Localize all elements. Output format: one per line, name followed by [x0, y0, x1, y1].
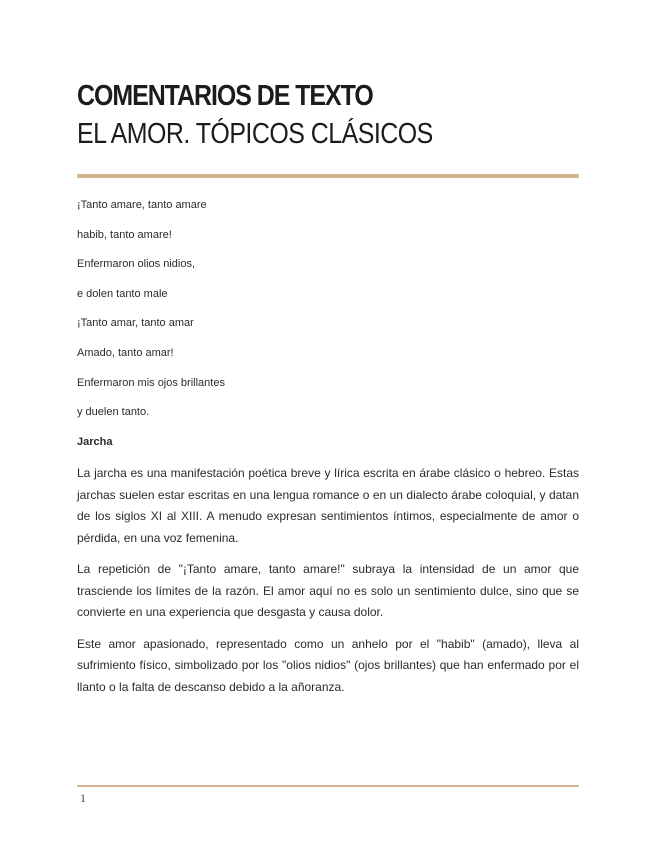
poem-caption: Jarcha — [77, 436, 113, 448]
poem-line: e dolen tanto male — [77, 287, 168, 300]
document-title: COMENTARIOS DE TEXTO — [77, 80, 373, 112]
document-subtitle: EL AMOR. TÓPICOS CLÁSICOS — [77, 118, 433, 150]
poem-line: Enfermaron olios nidios, — [77, 258, 196, 271]
footer-divider — [77, 785, 579, 787]
commentary-paragraph: La repetición de "¡Tanto amare, tanto amare!" subraya la intensidad de un amor que trasciende los límites de la razón. El amor aquí no es solo un sentimiento dulce, sino que se convierte en una experiencia que desgasta y causa dolor. — [77, 562, 579, 619]
poem-line: Enfermaron mis ojos brillantes — [77, 376, 225, 389]
poem-line: ¡Tanto amar, tanto amar — [77, 317, 194, 330]
poem-block — [77, 198, 225, 435]
page-number: 1 — [80, 791, 86, 805]
poem-line: y duelen tanto. — [77, 406, 150, 419]
poem-line: ¡Tanto amare, tanto amare — [77, 199, 207, 211]
commentary-paragraph: Este amor apasionado, representado como un anhelo por el "habib" (amado), lleva al sufrimiento físico, simbolizado por los "olios nidios" (ojos brillantes) que han enfermado por el llanto o la falta de descanso debido a la añoranza. — [77, 636, 579, 694]
poem-line: Amado, tanto amar! — [77, 346, 174, 359]
poem-line: habib, tanto amare! — [77, 228, 172, 241]
header-divider — [77, 174, 579, 178]
commentary-paragraph: La jarcha es una manifestación poética breve y lírica escrita en árabe clásico o hebreo. Estas jarchas suelen estar escritas en una lengua romance o en un dialecto árabe coloquial, y datan de los siglos XI al XIII. A menudo expresan sentimientos íntimos, especialmente de amor o pérdida, en una voz femenina. — [77, 466, 579, 545]
commentary-body — [77, 463, 579, 708]
